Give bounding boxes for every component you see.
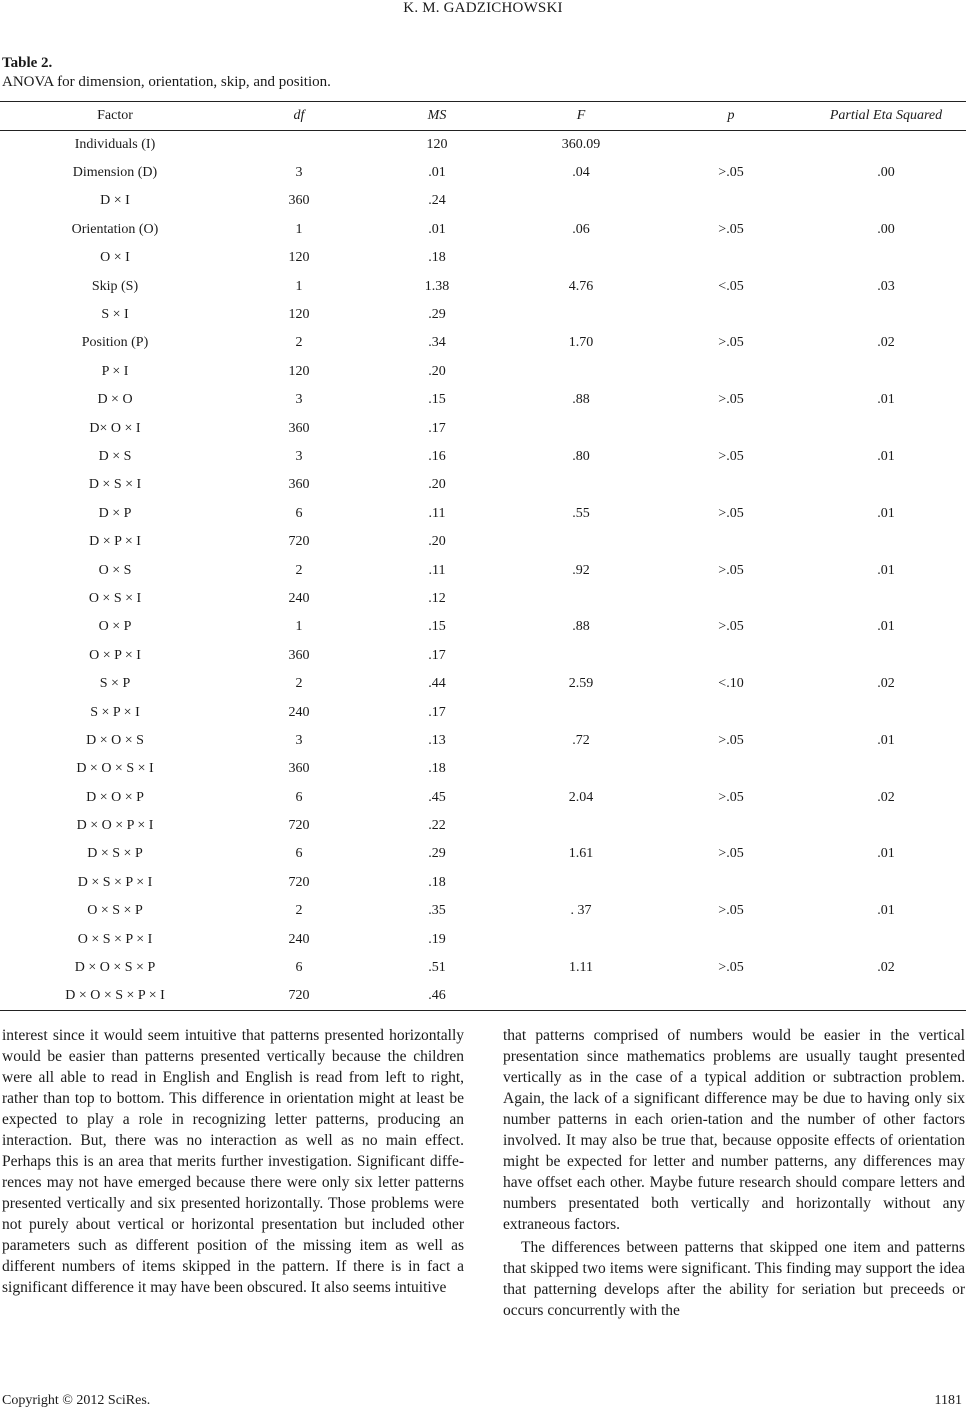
ms-cell: .18 <box>428 761 446 777</box>
table-caption <box>2 54 331 92</box>
anova-table-container <box>0 101 966 1011</box>
p-cell: >.05 <box>718 392 744 408</box>
table-row <box>0 131 966 159</box>
p-cell: >.05 <box>718 789 744 805</box>
table-row <box>0 187 966 215</box>
ms-cell: .15 <box>428 619 446 635</box>
eta-cell: .01 <box>877 903 895 919</box>
factor-cell: D × O × S × P <box>74 960 156 976</box>
df-cell: 120 <box>288 250 310 266</box>
eta-cell: .00 <box>877 221 895 237</box>
df-cell: 240 <box>288 931 310 947</box>
factor-cell: Skip (S) <box>91 278 139 294</box>
page-number: 1181 <box>934 1393 962 1408</box>
table-row <box>0 840 966 868</box>
factor-cell: D × P <box>98 505 132 521</box>
factor-cell: D × O × S <box>86 732 144 748</box>
f-cell: 360.09 <box>561 136 601 152</box>
eta-cell: .01 <box>877 392 895 408</box>
factor-cell: S × P × I <box>90 704 140 720</box>
table-row <box>0 443 966 471</box>
eta-cell: .01 <box>877 846 895 862</box>
factor-cell: S × P <box>99 676 131 692</box>
ms-cell: .18 <box>428 874 446 890</box>
factor-cell: D × S × P <box>87 846 143 862</box>
p-cell <box>656 925 806 953</box>
f-cell: .72 <box>572 732 590 748</box>
eta-cell <box>806 131 966 159</box>
f-cell: .88 <box>572 392 590 408</box>
df-cell: 120 <box>288 307 310 323</box>
df-cell: 720 <box>288 988 310 1004</box>
eta-cell: .01 <box>877 619 895 635</box>
df-cell: 2 <box>295 903 303 919</box>
ms-cell: .17 <box>428 420 446 436</box>
p-cell <box>656 869 806 897</box>
running-head: K. M. GADZICHOWSKI <box>403 0 563 16</box>
ms-cell: .45 <box>428 789 446 805</box>
p-cell <box>656 414 806 442</box>
ms-cell: .01 <box>428 165 446 181</box>
p-cell <box>656 244 806 272</box>
ms-cell: .11 <box>428 505 446 521</box>
table-row <box>0 386 966 414</box>
p-cell: <.05 <box>718 278 744 294</box>
f-cell: 1.11 <box>569 960 593 976</box>
df-cell: 3 <box>295 448 303 464</box>
eta-cell <box>806 585 966 613</box>
ms-cell: .01 <box>428 221 446 237</box>
df-cell: 3 <box>295 392 303 408</box>
table-row <box>0 642 966 670</box>
column-header-f: F <box>506 102 656 131</box>
ms-cell: .17 <box>428 704 446 720</box>
p-cell: >.05 <box>718 960 744 976</box>
f-cell <box>506 642 656 670</box>
table-row <box>0 869 966 897</box>
f-cell: 2.59 <box>568 676 594 692</box>
table-row <box>0 585 966 613</box>
eta-cell <box>806 187 966 215</box>
df-cell: 1 <box>295 221 303 237</box>
df-cell: 360 <box>288 647 310 663</box>
df-cell: 360 <box>288 420 310 436</box>
eta-cell: .01 <box>877 448 895 464</box>
ms-cell: 1.38 <box>424 278 450 294</box>
df-cell: 2 <box>295 562 303 578</box>
df-cell: 6 <box>295 846 303 862</box>
f-cell <box>506 301 656 329</box>
p-cell <box>656 358 806 386</box>
f-cell: 1.61 <box>568 846 594 862</box>
table-title: ANOVA for dimension, orientation, skip, and position. <box>2 74 331 90</box>
eta-cell <box>806 642 966 670</box>
factor-cell: O × S × P × I <box>77 931 153 947</box>
p-cell: >.05 <box>718 165 744 181</box>
ms-cell: .18 <box>428 250 446 266</box>
factor-cell: D × S × I <box>88 477 142 493</box>
p-cell: >.05 <box>718 846 744 862</box>
p-cell: >.05 <box>718 619 744 635</box>
factor-cell: O × P <box>98 619 132 635</box>
f-cell: 4.76 <box>568 278 594 294</box>
p-cell <box>656 642 806 670</box>
table-row <box>0 244 966 272</box>
p-cell <box>656 131 806 159</box>
p-cell <box>656 698 806 726</box>
factor-cell: D × O × S × I <box>76 761 154 777</box>
p-cell <box>656 187 806 215</box>
eta-cell <box>806 982 966 1010</box>
eta-cell <box>806 925 966 953</box>
table-row <box>0 414 966 442</box>
eta-cell <box>806 471 966 499</box>
eta-cell: .03 <box>877 278 895 294</box>
f-cell <box>506 244 656 272</box>
factor-cell: D × S × P × I <box>77 874 153 890</box>
factor-cell: D × O <box>97 392 133 408</box>
eta-cell <box>806 358 966 386</box>
ms-cell: .12 <box>428 590 446 606</box>
ms-cell: .35 <box>428 903 446 919</box>
body-paragraph: interest since it would seem intuitive that patterns presented horizontally would be easier than patterns presented vertically because the children were all able to read in English and English is read from left to right, rather than top to bottom. This difference in orientation might at least be expected to play a role in recognizing letter patterns, producing an interaction. But, there was no interaction as well as no main effect. Perhaps this is an area that merits further investigation. Significant diffe-rences may not have emerged because there were only six letter patterns presented vertically and six presented horizontally. Those problems were not purely about vertical or horizontal presentation but included other parameters such as different position of the missing item as well as different numbers of items skipped in the pattern. If there is in fact a significant difference it may have been obscured. It also seems intuitive <box>2 1027 464 1296</box>
factor-cell: D × S <box>98 448 132 464</box>
factor-cell: D × P × I <box>89 534 141 550</box>
factor-cell: Individuals (I) <box>74 136 156 152</box>
ms-cell: .13 <box>428 732 446 748</box>
factor-cell: D× O × I <box>89 420 141 436</box>
df-cell: 1 <box>295 619 303 635</box>
column-header-partial-eta-squared: Partial Eta Squared <box>806 102 966 131</box>
f-cell <box>506 414 656 442</box>
p-cell: >.05 <box>718 562 744 578</box>
table-row <box>0 301 966 329</box>
eta-cell: .01 <box>877 732 895 748</box>
column-header-p: p <box>656 102 806 131</box>
eta-cell: .01 <box>877 505 895 521</box>
table-row <box>0 500 966 528</box>
table-label: Table 2. <box>2 55 53 71</box>
eta-cell <box>806 528 966 556</box>
factor-cell: D × I <box>100 193 130 209</box>
table-row <box>0 272 966 300</box>
f-cell <box>506 925 656 953</box>
ms-cell: .29 <box>428 846 446 862</box>
factor-cell: O × S × P <box>87 903 143 919</box>
f-cell: . 37 <box>570 903 592 919</box>
table-row <box>0 216 966 244</box>
df-cell: 6 <box>295 960 303 976</box>
f-cell <box>506 585 656 613</box>
df-cell: 720 <box>288 534 310 550</box>
ms-cell: .15 <box>428 392 446 408</box>
table-row <box>0 727 966 755</box>
ms-cell: .44 <box>428 676 446 692</box>
eta-cell <box>806 301 966 329</box>
f-cell: .92 <box>572 562 590 578</box>
body-paragraph: The differences between patterns that skipped one item and patterns that skipped two items were significant. This finding may support the idea that patterning develops after the ability for seriation but preceeds or occurs concurrently with the <box>503 1239 965 1319</box>
table-header-row <box>0 102 966 131</box>
ms-cell: .51 <box>428 960 446 976</box>
factor-cell: Position (P) <box>81 335 149 351</box>
f-cell: .06 <box>572 221 590 237</box>
column-header-factor: Factor <box>0 102 230 131</box>
df-cell: 720 <box>288 874 310 890</box>
p-cell: >.05 <box>718 903 744 919</box>
table-row <box>0 982 966 1010</box>
ms-cell: .20 <box>428 363 446 379</box>
eta-cell: .02 <box>877 335 895 351</box>
factor-cell: Dimension (D) <box>72 165 158 181</box>
factor-cell: D × O × S × P × I <box>65 988 165 1004</box>
ms-cell: 120 <box>426 136 448 152</box>
table-row <box>0 812 966 840</box>
f-cell: .04 <box>572 165 590 181</box>
body-text-left-column <box>2 1025 464 1298</box>
table-row <box>0 613 966 641</box>
df-cell: 360 <box>288 477 310 493</box>
eta-cell <box>806 698 966 726</box>
ms-cell: .20 <box>428 477 446 493</box>
eta-cell <box>806 755 966 783</box>
eta-cell: .01 <box>877 562 895 578</box>
p-cell: >.05 <box>718 732 744 748</box>
factor-cell: O × P × I <box>89 647 141 663</box>
f-cell <box>506 528 656 556</box>
f-cell: 2.04 <box>568 789 594 805</box>
factor-cell: O × S × I <box>88 590 142 606</box>
df-cell: 120 <box>288 363 310 379</box>
ms-cell: .29 <box>428 307 446 323</box>
body-text-right-column <box>503 1025 965 1321</box>
table-row <box>0 670 966 698</box>
p-cell <box>656 471 806 499</box>
table-header <box>0 102 966 131</box>
eta-cell <box>806 812 966 840</box>
f-cell: .55 <box>572 505 590 521</box>
df-cell: 2 <box>295 335 303 351</box>
f-cell <box>506 755 656 783</box>
df-cell <box>230 131 368 159</box>
eta-cell: .02 <box>877 789 895 805</box>
df-cell: 720 <box>288 818 310 834</box>
ms-cell: .16 <box>428 448 446 464</box>
ms-cell: .17 <box>428 647 446 663</box>
df-cell: 2 <box>295 676 303 692</box>
eta-cell: .02 <box>877 676 895 692</box>
factor-cell: D × O × P × I <box>76 818 154 834</box>
f-cell: .88 <box>572 619 590 635</box>
eta-cell <box>806 244 966 272</box>
table-row <box>0 329 966 357</box>
table-row <box>0 755 966 783</box>
table-row <box>0 528 966 556</box>
p-cell: >.05 <box>718 448 744 464</box>
f-cell <box>506 698 656 726</box>
p-cell: >.05 <box>718 335 744 351</box>
f-cell <box>506 187 656 215</box>
f-cell <box>506 471 656 499</box>
ms-cell: .22 <box>428 818 446 834</box>
column-header-df: df <box>230 102 368 131</box>
f-cell: 1.70 <box>568 335 594 351</box>
eta-cell: .00 <box>877 165 895 181</box>
ms-cell: .11 <box>428 562 446 578</box>
f-cell: .80 <box>572 448 590 464</box>
table-row <box>0 698 966 726</box>
ms-cell: .19 <box>428 931 446 947</box>
df-cell: 3 <box>295 165 303 181</box>
df-cell: 360 <box>288 761 310 777</box>
p-cell <box>656 812 806 840</box>
table-row <box>0 897 966 925</box>
p-cell <box>656 301 806 329</box>
table-row <box>0 954 966 982</box>
factor-cell: O × I <box>100 250 130 266</box>
factor-cell: Orientation (O) <box>71 221 159 237</box>
anova-table <box>0 101 966 1011</box>
ms-cell: .20 <box>428 534 446 550</box>
df-cell: 240 <box>288 590 310 606</box>
p-cell: >.05 <box>718 221 744 237</box>
p-cell <box>656 755 806 783</box>
f-cell <box>506 869 656 897</box>
eta-cell: .02 <box>877 960 895 976</box>
p-cell <box>656 982 806 1010</box>
table-row <box>0 783 966 811</box>
eta-cell <box>806 414 966 442</box>
table-row <box>0 159 966 187</box>
table-row <box>0 358 966 386</box>
f-cell <box>506 358 656 386</box>
f-cell <box>506 982 656 1010</box>
table-row <box>0 471 966 499</box>
factor-cell: O × S <box>98 562 132 578</box>
ms-cell: .24 <box>428 193 446 209</box>
factor-cell: S × I <box>101 307 129 323</box>
copyright-notice: Copyright © 2012 SciRes. <box>2 1393 151 1408</box>
column-header-ms: MS <box>368 102 506 131</box>
p-cell <box>656 585 806 613</box>
body-paragraph: that patterns comprised of numbers would be easier in the vertical presentation since mathematics problems are usually taught presented vertically as in the case of a typical addition or subtraction problem. Again, the lack of a significant difference may be due to having only six number patterns in each orien-tation and the number of other factors involved. It may also be true that, because opposite effects of orientation might be expected for letter and number patterns, any differences may have offset each other. Maybe future research should compare letters and numbers presentated both vertically and horizontally without any extraneous factors. <box>503 1027 965 1233</box>
p-cell: <.10 <box>718 676 744 692</box>
ms-cell: .34 <box>428 335 446 351</box>
df-cell: 6 <box>295 789 303 805</box>
table-row <box>0 556 966 584</box>
df-cell: 6 <box>295 505 303 521</box>
df-cell: 3 <box>295 732 303 748</box>
factor-cell: P × I <box>101 363 129 379</box>
table-row <box>0 925 966 953</box>
df-cell: 1 <box>295 278 303 294</box>
p-cell <box>656 528 806 556</box>
ms-cell: .46 <box>428 988 446 1004</box>
table-body <box>0 131 966 1011</box>
factor-cell: D × O × P <box>86 789 144 805</box>
p-cell: >.05 <box>718 505 744 521</box>
df-cell: 240 <box>288 704 310 720</box>
eta-cell <box>806 869 966 897</box>
f-cell <box>506 812 656 840</box>
df-cell: 360 <box>288 193 310 209</box>
